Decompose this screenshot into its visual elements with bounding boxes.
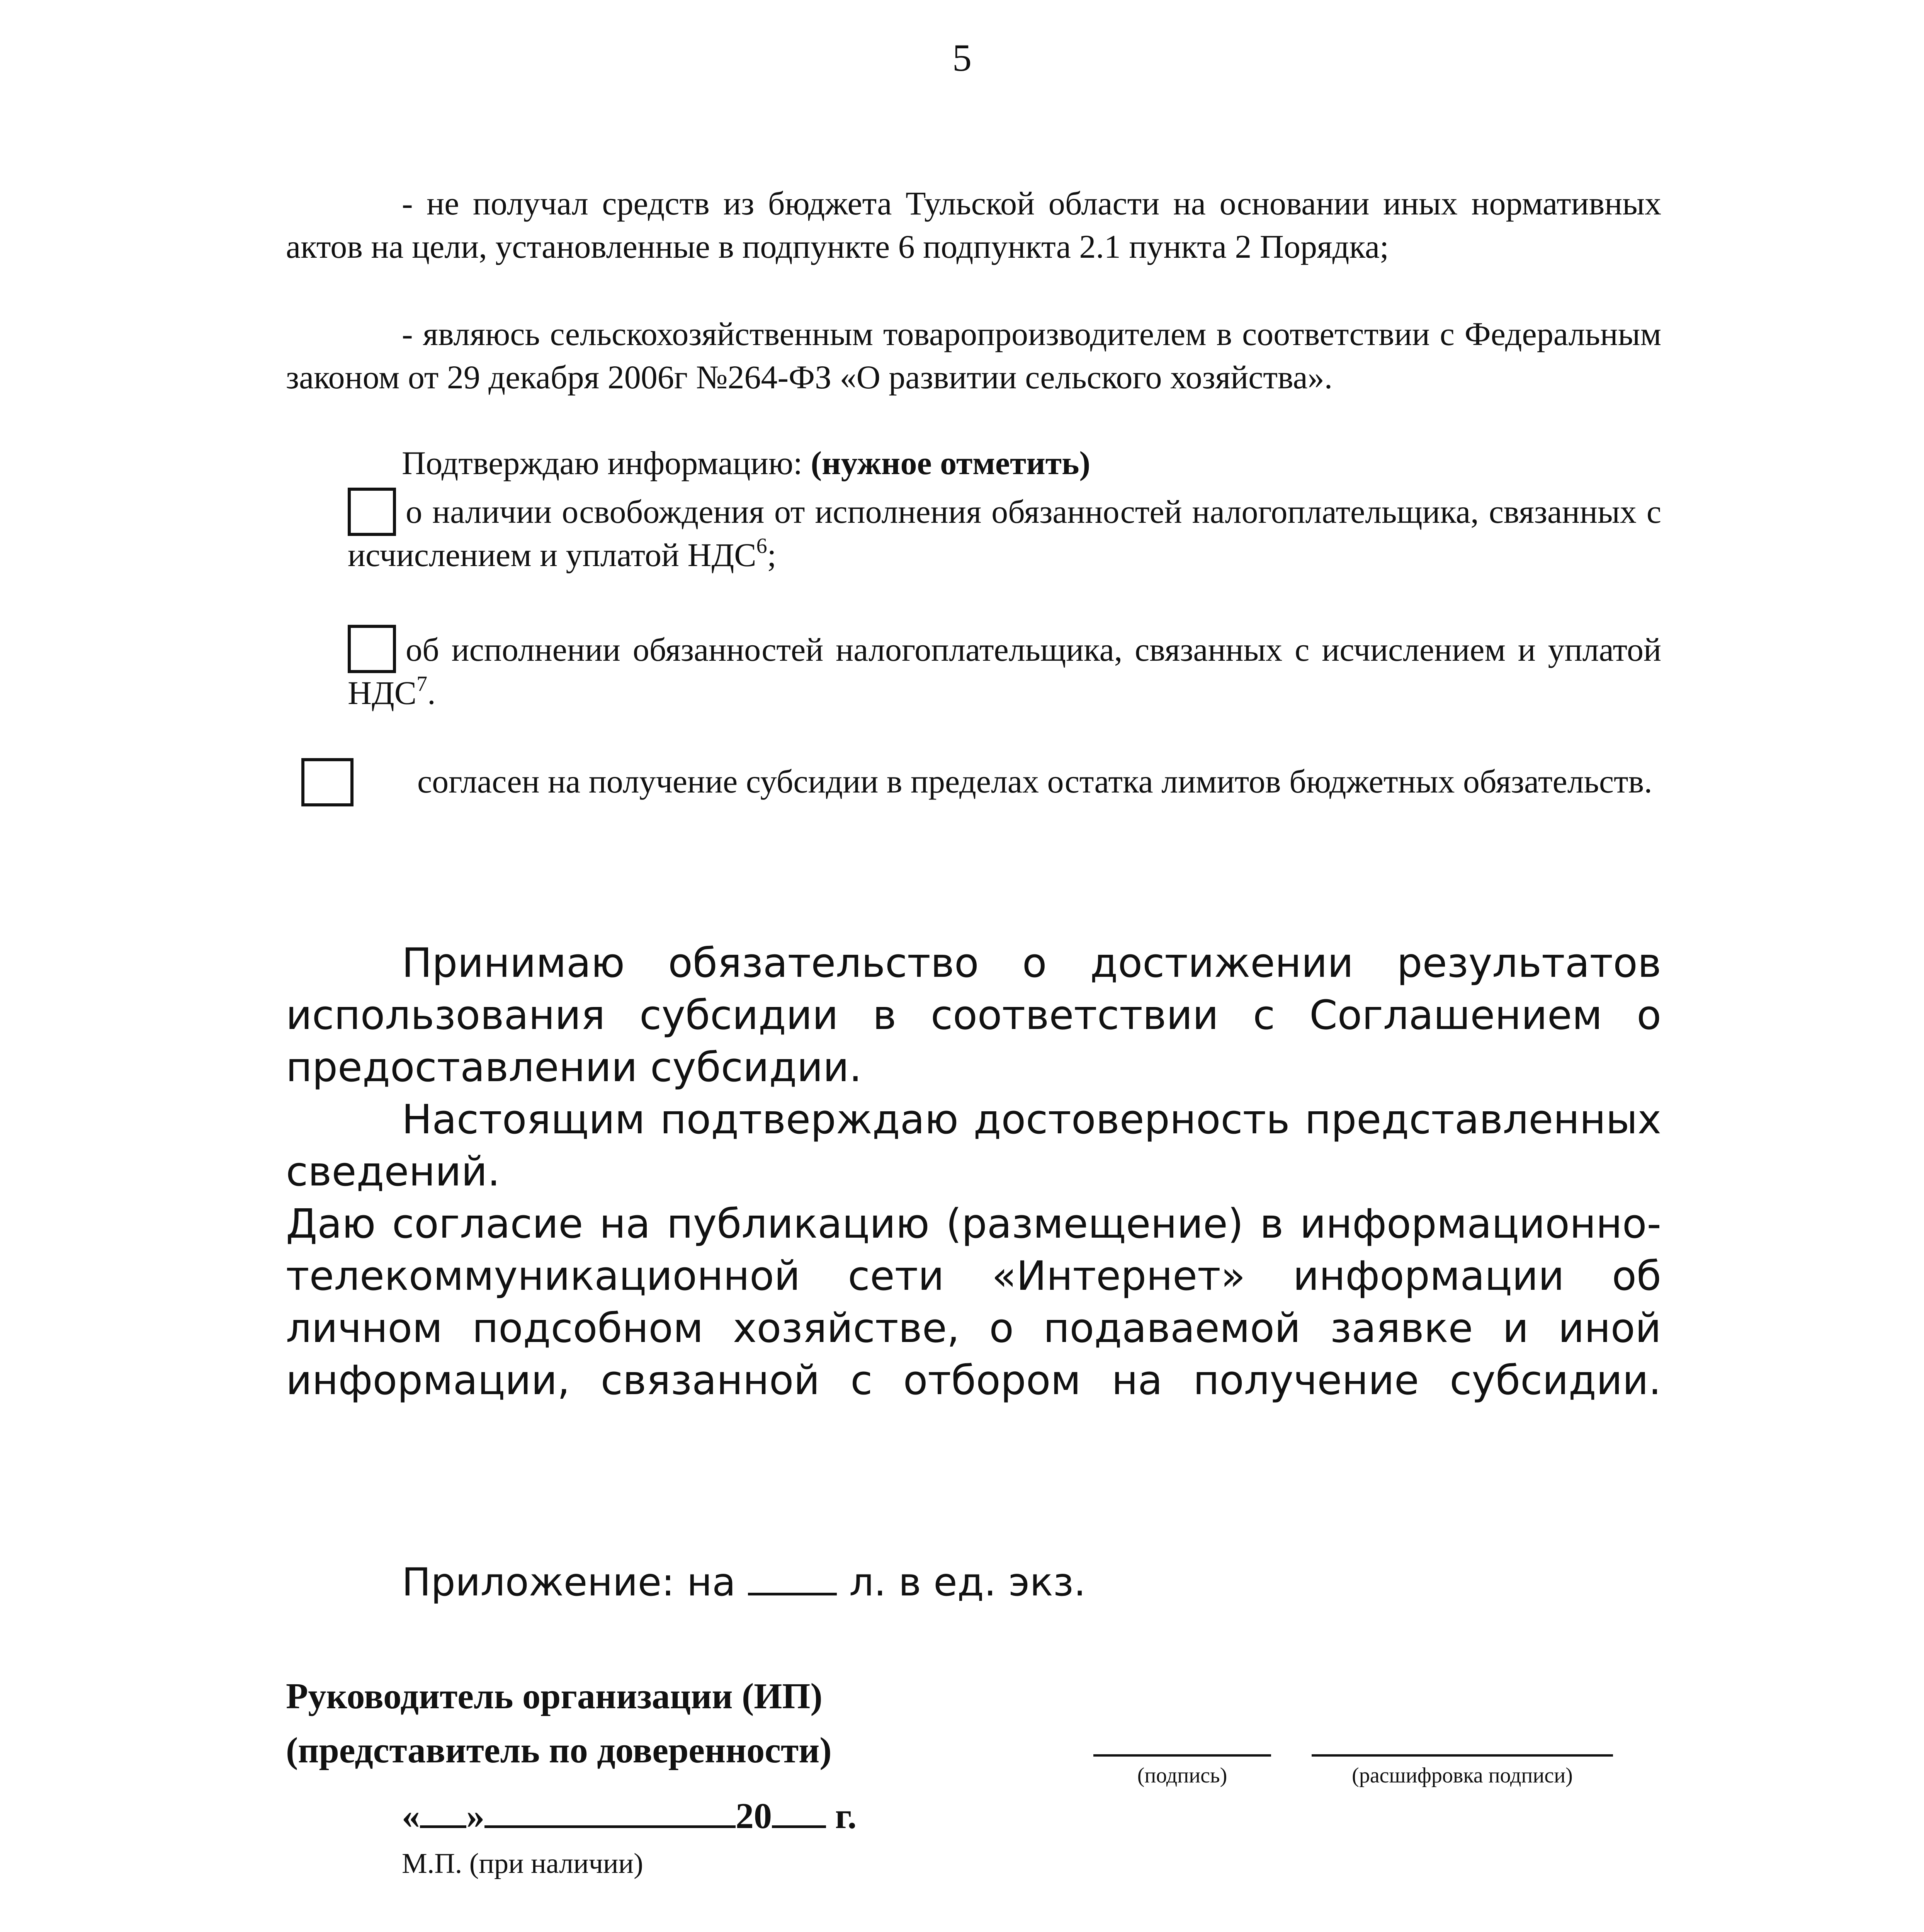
- signature-heading: [286, 1669, 832, 1777]
- checkbox-vat-exemption-text: о наличии освобождения от исполнения обязанностей налогоплательщика, связанных с исчислением и уплатой НДС: [348, 493, 1661, 573]
- checkbox-consent-budget-limits-label: согласен на получение субсидии в пределах остатка лимитов бюджетных обязательств.: [417, 763, 1652, 800]
- signature-decoding-caption: (расшифровка подписи): [1352, 1764, 1573, 1787]
- confirm-note: (нужное отметить): [811, 444, 1091, 481]
- appendix-line: [402, 1557, 1086, 1607]
- stamp-note: М.П. (при наличии): [402, 1848, 643, 1879]
- footnote-ref-6: 6: [756, 534, 767, 558]
- date-close-quote: »: [466, 1796, 484, 1836]
- date-year-blank[interactable]: [772, 1794, 826, 1828]
- statement-confirm-reliability: Настоящим подтверждаю достоверность представленных сведений.: [286, 1096, 1661, 1195]
- date-year-prefix: 20: [736, 1796, 772, 1836]
- date-month-blank[interactable]: [484, 1794, 736, 1828]
- paragraph-agricultural-producer: - являюсь сельскохозяйственным товаропроизводителем в соответствии с Федеральным законом от 29 декабря 2006г №264-ФЗ «О развитии сельского хозяйства».: [286, 315, 1661, 396]
- date-open-quote: «: [402, 1796, 420, 1836]
- page-number: 5: [952, 36, 972, 79]
- checkbox-vat-obligations-text: об исполнении обязанностей налогоплательщика, связанных с исчислением и уплатой НДС: [348, 631, 1661, 711]
- checkbox-vat-exemption-label: [348, 490, 1661, 577]
- signature-line[interactable]: [1093, 1754, 1271, 1757]
- appendix-sheets-blank[interactable]: [748, 1562, 837, 1595]
- date-day-blank[interactable]: [420, 1794, 466, 1828]
- statement-commitment: Принимаю обязательство о достижении результатов использования субсидии в соответствии с Соглашением о предоставлении субсидии.: [286, 939, 1661, 1091]
- appendix-prefix: Приложение: на: [402, 1560, 736, 1605]
- footnote-ref-7: 7: [416, 672, 428, 696]
- signature-caption: (подпись): [1137, 1764, 1227, 1787]
- signature-head-line1: Руководитель организации (ИП): [286, 1676, 823, 1716]
- signature-head-line2: (представитель по доверенности): [286, 1730, 832, 1770]
- confirm-information-line: [402, 441, 1661, 485]
- appendix-suffix: л. в ед. экз.: [849, 1560, 1086, 1605]
- checkbox-vat-exemption-tail: ;: [767, 536, 777, 573]
- checkbox-vat-obligations-tail: .: [427, 674, 436, 711]
- signature-decoding-line[interactable]: [1312, 1754, 1613, 1757]
- date-year-suffix: г.: [835, 1796, 857, 1836]
- date-row: [402, 1793, 857, 1839]
- statement-publication-consent: Даю согласие на публикацию (размещение) в информационно-телекоммуникационной сети «Интернет» информации об личном подсобном хозяйстве, о подаваемой заявке и иной информации, связанной с отбором на получение субсидии.: [286, 1200, 1661, 1404]
- confirm-lead: Подтверждаю информацию:: [402, 444, 811, 481]
- checkbox-vat-obligations-label: [348, 628, 1661, 714]
- paragraph-no-budget-funds: - не получал средств из бюджета Тульской области на основании иных нормативных актов на цели, установленные в подпункте 6 подпункта 2.1 пункта 2 Порядка;: [286, 185, 1661, 265]
